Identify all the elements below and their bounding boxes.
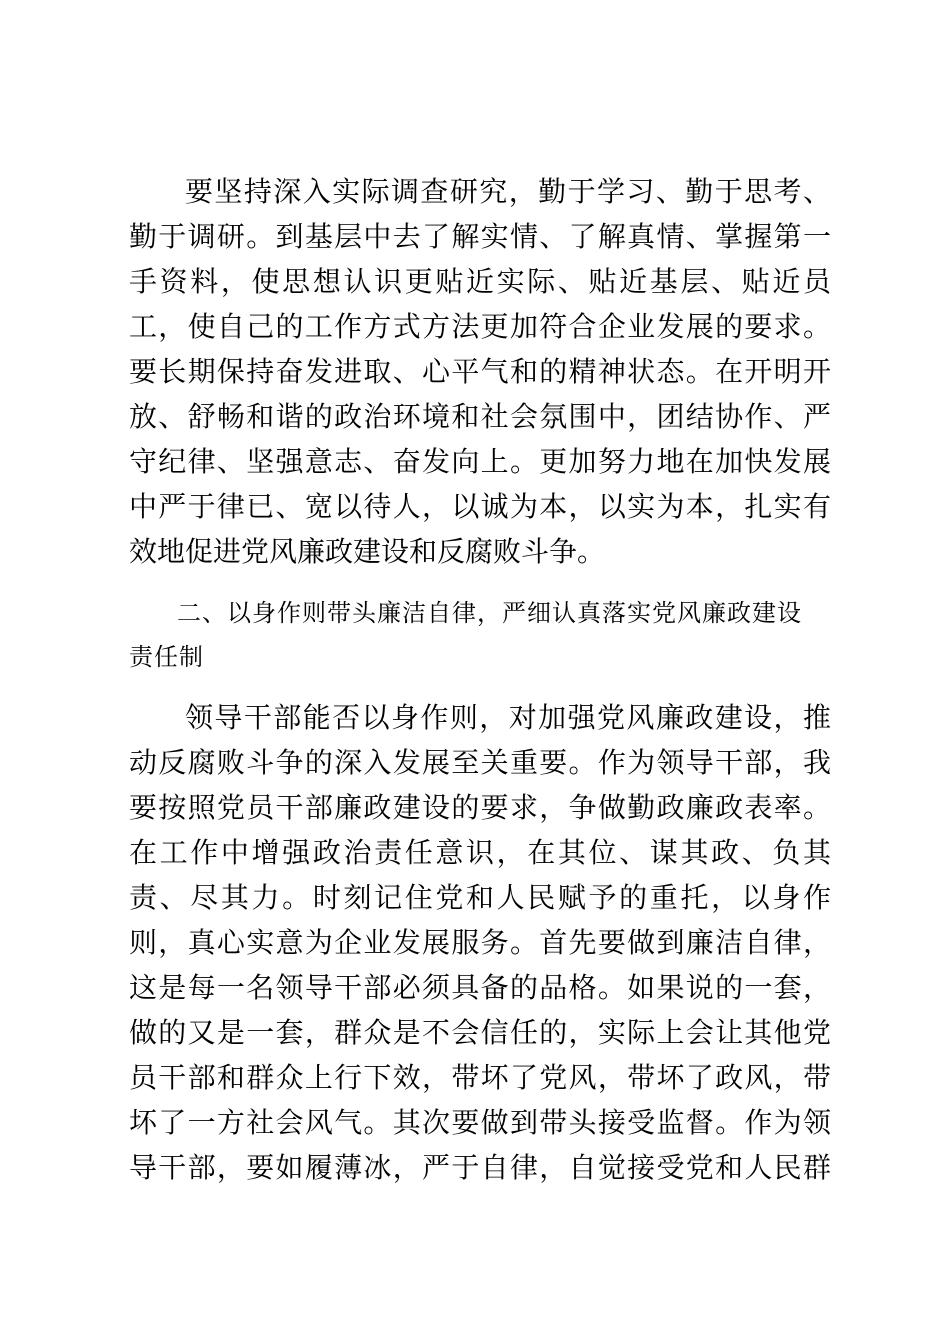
paragraph-2-line-6: 则，真心实意为企业发展服务。首先要做到廉洁自律， [129, 926, 831, 959]
paragraph-1-line-6: 放、舒畅和谐的政治环境和社会氛围中，团结协作、严 [129, 400, 831, 433]
paragraph-1-line-4: 工，使自己的工作方式方法更加符合企业发展的要求。 [129, 310, 831, 343]
paragraph-2-line-2: 动反腐败斗争的深入发展至关重要。作为领导干部，我 [129, 746, 831, 779]
paragraph-2-line-8: 做的又是一套，群众是不会信任的，实际上会让其他党 [129, 1016, 831, 1049]
paragraph-1-line-5: 要长期保持奋发进取、心平气和的精神状态。在开明开 [129, 355, 831, 388]
paragraph-2-line-7: 这是每一名领导干部必须具备的品格。如果说的一套， [129, 971, 831, 1004]
paragraph-2-line-4: 在工作中增强政治责任意识，在其位、谋其政、负其 [129, 836, 831, 869]
paragraph-2-line-1: 领导干部能否以身作则，对加强党风廉政建设，推 [185, 701, 831, 734]
paragraph-2-line-10: 坏了一方社会风气。其次要做到带头接受监督。作为领 [129, 1106, 831, 1139]
paragraph-1-line-8: 中严于律已、宽以待人，以诚为本，以实为本，扎实有 [129, 490, 831, 523]
paragraph-1-line-1: 要坚持深入实际调查研究，勤于学习、勤于思考、 [185, 175, 831, 208]
paragraph-2-line-3: 要按照党员干部廉政建设的要求，争做勤政廉政表率。 [129, 791, 831, 824]
paragraph-1-line-9: 效地促进党风廉政建设和反腐败斗争。 [129, 535, 606, 568]
section-heading-2-line-2: 责任制 [129, 643, 204, 671]
paragraph-1-line-7: 守纪律、坚强意志、奋发向上。更加努力地在加快发展 [129, 445, 831, 478]
paragraph-2-line-11: 导干部，要如履薄冰，严于自律，自觉接受党和人民群 [129, 1151, 831, 1184]
paragraph-2-line-5: 责、尽其力。时刻记住党和人民赋予的重托，以身作 [129, 881, 831, 914]
paragraph-1-line-2: 勤于调研。到基层中去了解实情、了解真情、掌握第一 [129, 220, 831, 253]
section-heading-2-line-1: 二、以身作则带头廉洁自律，严细认真落实党风廉政建设 [177, 599, 802, 627]
paragraph-2-line-9: 员干部和群众上行下效，带坏了党风，带坏了政风，带 [129, 1061, 831, 1094]
paragraph-1-line-3: 手资料，使思想认识更贴近实际、贴近基层、贴近员 [129, 265, 831, 298]
